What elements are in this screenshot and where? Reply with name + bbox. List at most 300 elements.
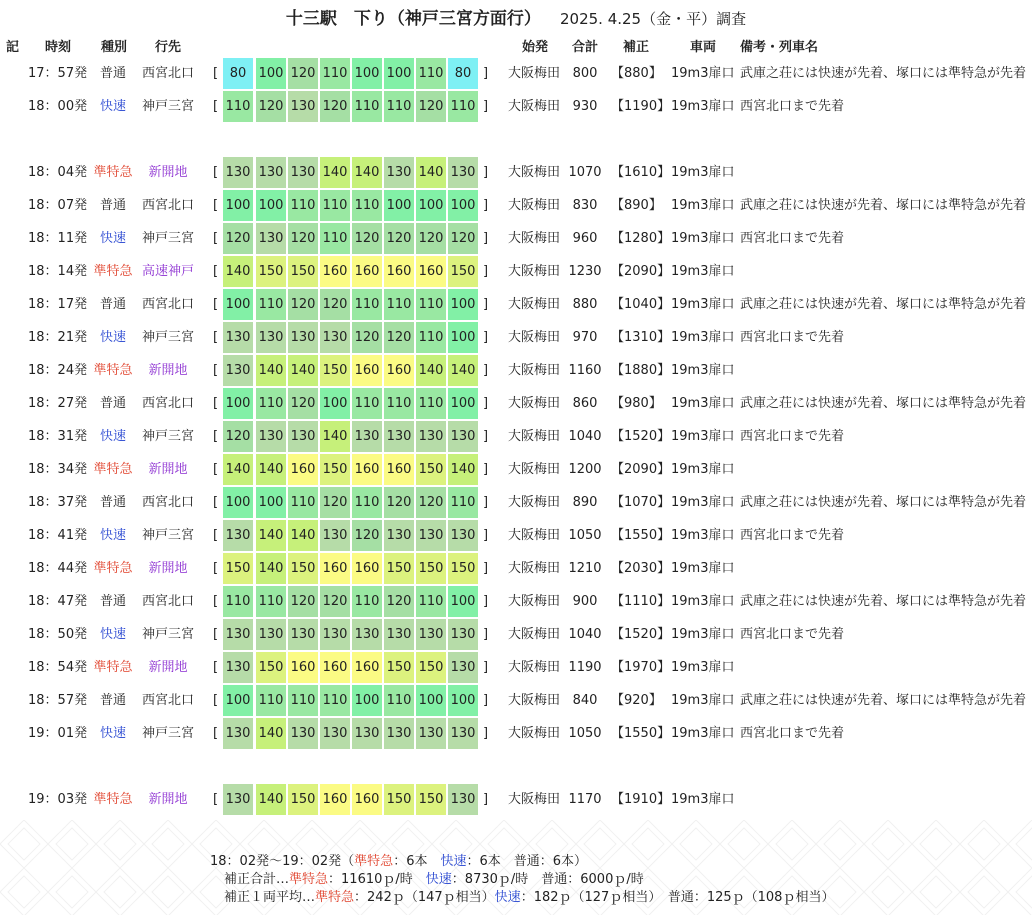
page-title <box>0 4 1032 29</box>
total-count: 800 <box>572 66 598 81</box>
car-occupancy-cell: 160 <box>320 784 350 815</box>
car-occupancy-cell: 110 <box>384 685 414 716</box>
car-occupancy-cell: 120 <box>448 223 478 254</box>
car-occupancy-cell: 110 <box>416 322 446 353</box>
header-adj: 補正 <box>623 40 650 55</box>
vehicle-type: 19m3扉口 <box>671 66 735 81</box>
train-type: 快速 <box>99 99 126 114</box>
vehicle-type: 19m3扉口 <box>671 462 735 477</box>
remarks: 武庫之荘には快速が先着、塚口には準特急が先着 <box>740 297 1027 312</box>
total-count: 1040 <box>568 429 602 444</box>
total-count: 1050 <box>568 726 602 741</box>
car-occupancy-cell: 130 <box>256 157 286 188</box>
bracket-close: ] <box>483 462 489 477</box>
car-occupancy-cell: 130 <box>320 322 350 353</box>
remarks <box>740 256 1032 287</box>
destination: 西宮北口 <box>141 693 194 708</box>
train-row <box>0 157 1032 188</box>
car-occupancy-cell: 130 <box>384 157 414 188</box>
car-occupancy-cell: 130 <box>384 520 414 551</box>
car-occupancy-cell: 140 <box>320 421 350 452</box>
car-occupancy-cell: 130 <box>288 322 318 353</box>
vehicle-type: 19m3扉口 <box>671 660 735 675</box>
car-occupancy-cell: 140 <box>288 520 318 551</box>
destination: 新開地 <box>148 165 188 180</box>
vehicle-type: 19m3扉口 <box>671 165 735 180</box>
departure-time: 18：11発 <box>28 231 88 246</box>
vehicle-type: 19m3扉口 <box>671 495 735 510</box>
adjusted-count: 【2030】 <box>611 561 671 576</box>
train-type: 準特急 <box>93 561 133 576</box>
train-type: 普通 <box>99 198 126 213</box>
car-occupancy-cell: 150 <box>288 256 318 287</box>
car-occupancy-cell: 100 <box>256 58 286 89</box>
total-count: 960 <box>572 231 598 246</box>
car-occupancy-cell: 120 <box>384 223 414 254</box>
origin-station: 大阪梅田 <box>508 792 561 807</box>
car-occupancy-cell: 120 <box>416 487 446 518</box>
train-type: 準特急 <box>93 462 133 477</box>
car-occupancy-cell: 140 <box>448 454 478 485</box>
car-occupancy-cell: 130 <box>223 784 253 815</box>
remarks: 西宮北口まで先着 <box>740 627 845 642</box>
bracket-close: ] <box>483 297 489 312</box>
train-row <box>0 520 1032 551</box>
car-occupancy-cell: 120 <box>288 223 318 254</box>
car-occupancy-cell: 150 <box>416 454 446 485</box>
car-occupancy-cell: 100 <box>448 685 478 716</box>
car-occupancy-cell: 110 <box>416 289 446 320</box>
vehicle-type: 19m3扉口 <box>671 99 735 114</box>
car-occupancy-cell: 150 <box>416 784 446 815</box>
train-type: 普通 <box>99 594 126 609</box>
total-count: 890 <box>572 495 598 510</box>
destination: 新開地 <box>148 561 188 576</box>
car-occupancy-cell: 130 <box>448 421 478 452</box>
origin-station: 大阪梅田 <box>508 297 561 312</box>
car-occupancy-cell: 100 <box>448 586 478 617</box>
car-occupancy-cell: 100 <box>223 685 253 716</box>
train-type: 準特急 <box>93 165 133 180</box>
car-occupancy-cell: 160 <box>288 454 318 485</box>
title-station: 十三駅 下り（神戸三宮方面行） <box>285 9 541 29</box>
bracket-open: [ <box>213 264 219 279</box>
destination: 神戸三宮 <box>141 627 194 642</box>
car-occupancy-cell: 100 <box>223 190 253 221</box>
car-occupancy-cell: 130 <box>448 157 478 188</box>
train-row <box>0 586 1032 617</box>
adjusted-count: 【1520】 <box>611 429 671 444</box>
adjusted-count: 【1110】 <box>611 594 671 609</box>
header-note: 備考・列車名 <box>740 40 819 55</box>
remarks: 武庫之荘には快速が先着、塚口には準特急が先着 <box>740 396 1027 411</box>
destination: 西宮北口 <box>141 396 194 411</box>
bracket-close: ] <box>483 528 489 543</box>
car-occupancy-cell: 160 <box>320 652 350 683</box>
departure-time: 18：00発 <box>28 99 88 114</box>
summary-average-semi-value: ：242ｐ（147ｐ相当） <box>354 890 495 905</box>
departure-time: 18：54発 <box>28 660 88 675</box>
car-occupancy-cell: 140 <box>256 718 286 749</box>
remarks: 武庫之荘には快速が先着、塚口には準特急が先着 <box>740 66 1027 81</box>
origin-station: 大阪梅田 <box>508 693 561 708</box>
car-occupancy-cell: 140 <box>352 157 382 188</box>
car-occupancy-cell: 130 <box>223 619 253 650</box>
car-occupancy-cell: 100 <box>223 487 253 518</box>
train-row <box>0 421 1032 452</box>
adjusted-count: 【1040】 <box>611 297 671 312</box>
car-occupancy-cell: 130 <box>384 421 414 452</box>
title-survey-date: 2025. 4.25（金・平）調査 <box>559 10 747 28</box>
car-occupancy-cell: 120 <box>320 487 350 518</box>
train-row <box>0 652 1032 683</box>
destination: 神戸三宮 <box>141 330 194 345</box>
header-ki: 記 <box>6 40 20 55</box>
bracket-close: ] <box>483 561 489 576</box>
car-occupancy-cell: 120 <box>416 91 446 122</box>
train-row <box>0 784 1032 815</box>
remarks: 西宮北口まで先着 <box>740 231 845 246</box>
remarks <box>740 454 1032 485</box>
departure-time: 18：41発 <box>28 528 88 543</box>
car-occupancy-cell: 140 <box>416 355 446 386</box>
car-occupancy-cell: 110 <box>256 685 286 716</box>
car-occupancy-cell: 130 <box>320 718 350 749</box>
destination: 新開地 <box>148 363 188 378</box>
car-occupancy-cell: 130 <box>416 421 446 452</box>
car-occupancy-cell: 110 <box>320 223 350 254</box>
bracket-close: ] <box>483 66 489 81</box>
train-row <box>0 718 1032 749</box>
train-type: 快速 <box>99 429 126 444</box>
origin-station: 大阪梅田 <box>508 594 561 609</box>
remarks <box>740 652 1032 683</box>
summary-range: 18：02発〜19：02発（ <box>210 854 355 869</box>
remarks <box>740 355 1032 386</box>
departure-time: 18：24発 <box>28 363 88 378</box>
car-occupancy-cell: 150 <box>256 256 286 287</box>
adjusted-count: 【2090】 <box>611 264 671 279</box>
car-occupancy-cell: 120 <box>288 388 318 419</box>
total-count: 900 <box>572 594 598 609</box>
car-occupancy-cell: 150 <box>288 553 318 584</box>
destination: 神戸三宮 <box>141 429 194 444</box>
car-occupancy-cell: 130 <box>352 718 382 749</box>
bracket-close: ] <box>483 660 489 675</box>
bracket-close: ] <box>483 627 489 642</box>
origin-station: 大阪梅田 <box>508 66 561 81</box>
total-count: 830 <box>572 198 598 213</box>
train-row <box>0 355 1032 386</box>
origin-station: 大阪梅田 <box>508 165 561 180</box>
vehicle-type: 19m3扉口 <box>671 231 735 246</box>
bracket-close: ] <box>483 693 489 708</box>
bracket-open: [ <box>213 165 219 180</box>
car-occupancy-cell: 130 <box>352 619 382 650</box>
remarks <box>740 553 1032 584</box>
car-occupancy-cell: 130 <box>223 355 253 386</box>
car-occupancy-cell: 100 <box>416 190 446 221</box>
departure-time: 18：07発 <box>28 198 88 213</box>
remarks: 武庫之荘には快速が先着、塚口には準特急が先着 <box>740 495 1027 510</box>
car-occupancy-cell: 100 <box>223 388 253 419</box>
departure-time: 18：44発 <box>28 561 88 576</box>
bracket-open: [ <box>213 660 219 675</box>
car-occupancy-cell: 130 <box>416 718 446 749</box>
bracket-open: [ <box>213 462 219 477</box>
car-occupancy-cell: 150 <box>448 256 478 287</box>
bracket-open: [ <box>213 726 219 741</box>
bracket-open: [ <box>213 528 219 543</box>
car-occupancy-cell: 120 <box>256 91 286 122</box>
car-occupancy-cell: 130 <box>223 718 253 749</box>
car-occupancy-cell: 110 <box>448 487 478 518</box>
bracket-close: ] <box>483 792 489 807</box>
bracket-open: [ <box>213 297 219 312</box>
car-occupancy-cell: 130 <box>256 322 286 353</box>
car-occupancy-cell: 110 <box>352 91 382 122</box>
car-occupancy-cell: 100 <box>384 58 414 89</box>
destination: 新開地 <box>148 792 188 807</box>
train-row <box>0 553 1032 584</box>
car-occupancy-cell: 110 <box>448 91 478 122</box>
car-occupancy-cell: 100 <box>448 190 478 221</box>
destination: 西宮北口 <box>141 198 194 213</box>
car-occupancy-cell: 110 <box>352 487 382 518</box>
car-occupancy-cell: 130 <box>288 91 318 122</box>
train-type: 準特急 <box>93 363 133 378</box>
car-occupancy-cell: 160 <box>320 256 350 287</box>
vehicle-type: 19m3扉口 <box>671 264 735 279</box>
train-row <box>0 487 1032 518</box>
destination: 神戸三宮 <box>141 726 194 741</box>
train-type: 準特急 <box>93 264 133 279</box>
departure-time: 18：57発 <box>28 693 88 708</box>
train-type: 普通 <box>99 693 126 708</box>
car-occupancy-cell: 130 <box>416 619 446 650</box>
car-occupancy-cell: 130 <box>288 421 318 452</box>
car-occupancy-cell: 140 <box>320 157 350 188</box>
car-occupancy-cell: 130 <box>288 718 318 749</box>
train-row <box>0 91 1032 122</box>
summary-total-label: 補正合計… <box>224 872 290 887</box>
car-occupancy-cell: 150 <box>320 454 350 485</box>
origin-station: 大阪梅田 <box>508 264 561 279</box>
car-occupancy-cell: 100 <box>223 289 253 320</box>
remarks: 西宮北口まで先着 <box>740 429 845 444</box>
car-occupancy-cell: 110 <box>352 190 382 221</box>
total-count: 840 <box>572 693 598 708</box>
bracket-open: [ <box>213 363 219 378</box>
summary-semi-label: 準特急 <box>354 854 394 869</box>
departure-time: 18：21発 <box>28 330 88 345</box>
bracket-open: [ <box>213 99 219 114</box>
car-occupancy-cell: 110 <box>256 388 286 419</box>
car-occupancy-cell: 150 <box>384 553 414 584</box>
car-occupancy-cell: 150 <box>416 652 446 683</box>
summary-total-semi-label: 準特急 <box>289 872 329 887</box>
total-count: 1190 <box>568 660 602 675</box>
bracket-close: ] <box>483 363 489 378</box>
remarks: 西宮北口まで先着 <box>740 99 845 114</box>
car-occupancy-cell: 130 <box>223 157 253 188</box>
car-occupancy-cell: 150 <box>288 784 318 815</box>
bracket-open: [ <box>213 561 219 576</box>
car-occupancy-cell: 140 <box>223 454 253 485</box>
bracket-close: ] <box>483 330 489 345</box>
departure-time: 18：14発 <box>28 264 88 279</box>
header-time: 時刻 <box>45 40 72 55</box>
bracket-close: ] <box>483 726 489 741</box>
car-occupancy-cell: 130 <box>320 619 350 650</box>
origin-station: 大阪梅田 <box>508 627 561 642</box>
destination: 神戸三宮 <box>141 99 194 114</box>
car-occupancy-cell: 100 <box>448 322 478 353</box>
departure-time: 18：50発 <box>28 627 88 642</box>
car-occupancy-cell: 120 <box>384 586 414 617</box>
car-occupancy-cell: 110 <box>256 289 286 320</box>
header-total: 合計 <box>572 40 599 55</box>
adjusted-count: 【2090】 <box>611 462 671 477</box>
vehicle-type: 19m3扉口 <box>671 792 735 807</box>
car-occupancy-cell: 130 <box>288 619 318 650</box>
adjusted-count: 【1550】 <box>611 726 671 741</box>
car-occupancy-cell: 150 <box>223 553 253 584</box>
remarks: 西宮北口まで先着 <box>740 330 845 345</box>
car-occupancy-cell: 130 <box>448 619 478 650</box>
summary-rapid-label: 快速 <box>440 854 467 869</box>
departure-time: 17：57発 <box>28 66 88 81</box>
car-occupancy-cell: 130 <box>448 718 478 749</box>
total-count: 860 <box>572 396 598 411</box>
car-occupancy-cell: 160 <box>384 454 414 485</box>
train-row <box>0 322 1032 353</box>
car-occupancy-cell: 110 <box>288 487 318 518</box>
origin-station: 大阪梅田 <box>508 495 561 510</box>
car-occupancy-cell: 100 <box>320 388 350 419</box>
vehicle-type: 19m3扉口 <box>671 198 735 213</box>
total-count: 880 <box>572 297 598 312</box>
car-occupancy-cell: 140 <box>256 553 286 584</box>
remarks <box>740 157 1032 188</box>
header-origin: 始発 <box>522 40 549 55</box>
car-occupancy-cell: 100 <box>256 487 286 518</box>
car-occupancy-cell: 100 <box>448 289 478 320</box>
car-occupancy-cell: 110 <box>320 685 350 716</box>
car-occupancy-cell: 120 <box>384 322 414 353</box>
departure-time: 18：27発 <box>28 396 88 411</box>
adjusted-count: 【1280】 <box>611 231 671 246</box>
car-occupancy-cell: 120 <box>288 586 318 617</box>
car-occupancy-cell: 130 <box>448 652 478 683</box>
car-occupancy-cell: 140 <box>448 355 478 386</box>
car-occupancy-cell: 120 <box>384 487 414 518</box>
adjusted-count: 【1610】 <box>611 165 671 180</box>
car-occupancy-cell: 120 <box>352 322 382 353</box>
car-occupancy-cell: 100 <box>384 190 414 221</box>
total-count: 1230 <box>568 264 602 279</box>
train-row <box>0 223 1032 254</box>
bracket-close: ] <box>483 165 489 180</box>
bracket-close: ] <box>483 264 489 279</box>
origin-station: 大阪梅田 <box>508 462 561 477</box>
adjusted-count: 【1520】 <box>611 627 671 642</box>
car-occupancy-cell: 110 <box>223 586 253 617</box>
summary-total-line <box>210 871 834 889</box>
bracket-close: ] <box>483 495 489 510</box>
car-occupancy-cell: 160 <box>416 256 446 287</box>
car-occupancy-cell: 100 <box>256 190 286 221</box>
car-occupancy-cell: 150 <box>384 784 414 815</box>
departure-time: 19：01発 <box>28 726 88 741</box>
adjusted-count: 【1880】 <box>611 363 671 378</box>
adjusted-count: 【1910】 <box>611 792 671 807</box>
car-occupancy-cell: 120 <box>416 223 446 254</box>
adjusted-count: 【1550】 <box>611 528 671 543</box>
car-occupancy-cell: 150 <box>448 553 478 584</box>
origin-station: 大阪梅田 <box>508 528 561 543</box>
car-occupancy-cell: 80 <box>448 58 478 89</box>
car-occupancy-cell: 130 <box>256 619 286 650</box>
departure-time: 18：31発 <box>28 429 88 444</box>
adjusted-count: 【880】 <box>611 66 662 81</box>
car-occupancy-cell: 120 <box>352 223 382 254</box>
adjusted-count: 【980】 <box>611 396 662 411</box>
train-type: 快速 <box>99 231 126 246</box>
adjusted-count: 【1070】 <box>611 495 671 510</box>
bracket-close: ] <box>483 198 489 213</box>
remarks <box>740 784 1032 815</box>
summary-average-rapid-label: 快速 <box>494 890 521 905</box>
summary-rapid-count: ：6本 普通：6本） <box>466 854 588 869</box>
car-occupancy-cell: 110 <box>288 685 318 716</box>
car-occupancy-cell: 110 <box>223 91 253 122</box>
car-occupancy-cell: 110 <box>352 586 382 617</box>
destination: 西宮北口 <box>141 495 194 510</box>
car-occupancy-cell: 100 <box>416 685 446 716</box>
car-occupancy-cell: 140 <box>256 355 286 386</box>
destination: 西宮北口 <box>141 297 194 312</box>
car-occupancy-cell: 160 <box>352 355 382 386</box>
car-occupancy-cell: 120 <box>352 520 382 551</box>
car-occupancy-cell: 160 <box>352 784 382 815</box>
train-type: 快速 <box>99 330 126 345</box>
car-occupancy-cell: 110 <box>416 586 446 617</box>
bracket-close: ] <box>483 594 489 609</box>
car-occupancy-cell: 130 <box>223 520 253 551</box>
train-row <box>0 454 1032 485</box>
bracket-close: ] <box>483 429 489 444</box>
car-occupancy-cell: 130 <box>384 619 414 650</box>
car-occupancy-cell: 130 <box>223 322 253 353</box>
car-occupancy-cell: 110 <box>384 388 414 419</box>
total-count: 1040 <box>568 627 602 642</box>
header-vehicle: 車両 <box>690 40 717 55</box>
origin-station: 大阪梅田 <box>508 726 561 741</box>
car-occupancy-cell: 130 <box>256 421 286 452</box>
adjusted-count: 【1970】 <box>611 660 671 675</box>
vehicle-type: 19m3扉口 <box>671 396 735 411</box>
car-occupancy-cell: 130 <box>416 520 446 551</box>
destination: 神戸三宮 <box>141 528 194 543</box>
departure-time: 18：04発 <box>28 165 88 180</box>
remarks: 西宮北口まで先着 <box>740 528 845 543</box>
bracket-open: [ <box>213 495 219 510</box>
car-occupancy-cell: 160 <box>352 553 382 584</box>
vehicle-type: 19m3扉口 <box>671 528 735 543</box>
remarks: 西宮北口まで先着 <box>740 726 845 741</box>
car-occupancy-cell: 150 <box>384 652 414 683</box>
